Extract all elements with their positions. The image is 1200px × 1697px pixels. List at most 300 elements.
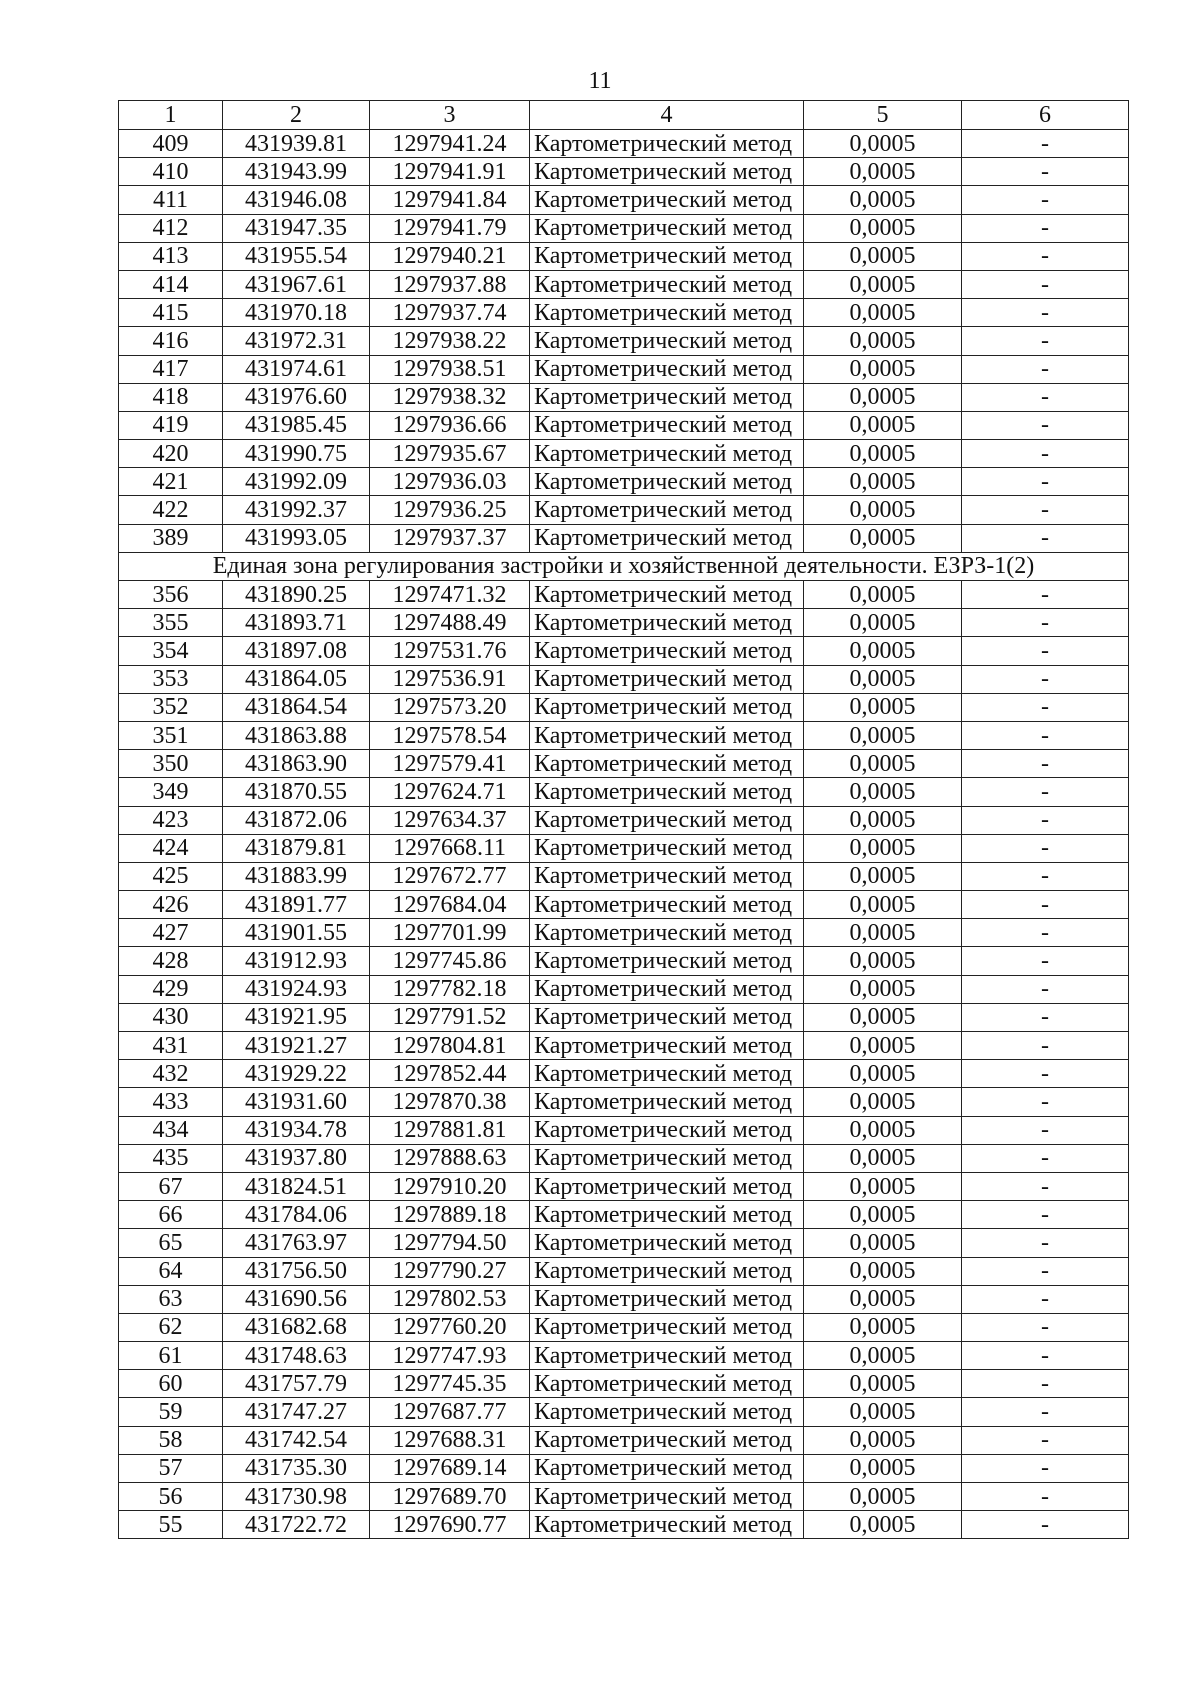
- coordinates-table: [118, 100, 1129, 1539]
- note-cell: -: [962, 609, 1129, 637]
- y-coordinate-cell: 1297794.50: [370, 1229, 530, 1257]
- method-cell: Картометрический метод: [530, 947, 804, 975]
- point-number-cell: 425: [119, 862, 223, 890]
- note-cell: -: [962, 721, 1129, 749]
- method-cell: Картометрический метод: [530, 1201, 804, 1229]
- method-cell: Картометрический метод: [530, 1060, 804, 1088]
- column-header: 1: [119, 101, 223, 130]
- note-cell: -: [962, 496, 1129, 524]
- accuracy-cell: 0,0005: [804, 1172, 962, 1200]
- accuracy-cell: 0,0005: [804, 637, 962, 665]
- point-number-cell: 354: [119, 637, 223, 665]
- table-row: [119, 242, 1129, 270]
- note-cell: -: [962, 665, 1129, 693]
- table-row: [119, 524, 1129, 552]
- y-coordinate-cell: 1297688.31: [370, 1426, 530, 1454]
- accuracy-cell: 0,0005: [804, 1285, 962, 1313]
- method-cell: Картометрический метод: [530, 721, 804, 749]
- table-row: [119, 1257, 1129, 1285]
- note-cell: -: [962, 158, 1129, 186]
- accuracy-cell: 0,0005: [804, 1229, 962, 1257]
- table-row: [119, 919, 1129, 947]
- accuracy-cell: 0,0005: [804, 214, 962, 242]
- note-cell: -: [962, 1342, 1129, 1370]
- method-cell: Картометрический метод: [530, 468, 804, 496]
- point-number-cell: 418: [119, 383, 223, 411]
- point-number-cell: 431: [119, 1032, 223, 1060]
- note-cell: -: [962, 1229, 1129, 1257]
- note-cell: -: [962, 1398, 1129, 1426]
- y-coordinate-cell: 1297471.32: [370, 581, 530, 609]
- note-cell: -: [962, 1313, 1129, 1341]
- method-cell: Картометрический метод: [530, 524, 804, 552]
- x-coordinate-cell: 431756.50: [223, 1257, 370, 1285]
- table-row: [119, 327, 1129, 355]
- y-coordinate-cell: 1297689.70: [370, 1483, 530, 1511]
- accuracy-cell: 0,0005: [804, 1144, 962, 1172]
- y-coordinate-cell: 1297938.51: [370, 355, 530, 383]
- point-number-cell: 67: [119, 1172, 223, 1200]
- x-coordinate-cell: 431722.72: [223, 1511, 370, 1539]
- point-number-cell: 63: [119, 1285, 223, 1313]
- note-cell: -: [962, 1426, 1129, 1454]
- y-coordinate-cell: 1297881.81: [370, 1116, 530, 1144]
- method-cell: Картометрический метод: [530, 1454, 804, 1482]
- table-row: [119, 806, 1129, 834]
- section-title-row: [119, 552, 1129, 580]
- accuracy-cell: 0,0005: [804, 242, 962, 270]
- point-number-cell: 55: [119, 1511, 223, 1539]
- accuracy-cell: 0,0005: [804, 468, 962, 496]
- y-coordinate-cell: 1297804.81: [370, 1032, 530, 1060]
- note-cell: -: [962, 862, 1129, 890]
- table-row: [119, 355, 1129, 383]
- method-cell: Картометрический метод: [530, 496, 804, 524]
- table-row: [119, 1032, 1129, 1060]
- x-coordinate-cell: 431990.75: [223, 440, 370, 468]
- x-coordinate-cell: 431937.80: [223, 1144, 370, 1172]
- point-number-cell: 389: [119, 524, 223, 552]
- note-cell: -: [962, 411, 1129, 439]
- point-number-cell: 409: [119, 130, 223, 158]
- y-coordinate-cell: 1297672.77: [370, 862, 530, 890]
- method-cell: Картометрический метод: [530, 1370, 804, 1398]
- method-cell: Картометрический метод: [530, 1257, 804, 1285]
- method-cell: Картометрический метод: [530, 1342, 804, 1370]
- note-cell: -: [962, 1060, 1129, 1088]
- x-coordinate-cell: 431682.68: [223, 1313, 370, 1341]
- note-cell: -: [962, 299, 1129, 327]
- x-coordinate-cell: 431939.81: [223, 130, 370, 158]
- y-coordinate-cell: 1297938.32: [370, 383, 530, 411]
- method-cell: Картометрический метод: [530, 158, 804, 186]
- y-coordinate-cell: 1297668.11: [370, 834, 530, 862]
- note-cell: -: [962, 524, 1129, 552]
- note-cell: -: [962, 1144, 1129, 1172]
- method-cell: Картометрический метод: [530, 440, 804, 468]
- note-cell: -: [962, 947, 1129, 975]
- table-row: [119, 1370, 1129, 1398]
- table-row: [119, 1398, 1129, 1426]
- x-coordinate-cell: 431976.60: [223, 383, 370, 411]
- note-cell: -: [962, 581, 1129, 609]
- table-row: [119, 496, 1129, 524]
- x-coordinate-cell: 431863.88: [223, 721, 370, 749]
- x-coordinate-cell: 431992.37: [223, 496, 370, 524]
- table-row: [119, 214, 1129, 242]
- table-row: [119, 1342, 1129, 1370]
- note-cell: -: [962, 383, 1129, 411]
- point-number-cell: 414: [119, 270, 223, 298]
- table-row: [119, 186, 1129, 214]
- method-cell: Картометрический метод: [530, 1172, 804, 1200]
- x-coordinate-cell: 431864.54: [223, 693, 370, 721]
- y-coordinate-cell: 1297852.44: [370, 1060, 530, 1088]
- table-row: [119, 130, 1129, 158]
- y-coordinate-cell: 1297938.22: [370, 327, 530, 355]
- x-coordinate-cell: 431747.27: [223, 1398, 370, 1426]
- method-cell: Картометрический метод: [530, 1511, 804, 1539]
- note-cell: -: [962, 1003, 1129, 1031]
- method-cell: Картометрический метод: [530, 609, 804, 637]
- method-cell: Картометрический метод: [530, 383, 804, 411]
- x-coordinate-cell: 431934.78: [223, 1116, 370, 1144]
- table-row: [119, 1088, 1129, 1116]
- column-header: 5: [804, 101, 962, 130]
- note-cell: -: [962, 130, 1129, 158]
- x-coordinate-cell: 431943.99: [223, 158, 370, 186]
- accuracy-cell: 0,0005: [804, 1483, 962, 1511]
- point-number-cell: 422: [119, 496, 223, 524]
- point-number-cell: 59: [119, 1398, 223, 1426]
- method-cell: Картометрический метод: [530, 130, 804, 158]
- point-number-cell: 57: [119, 1454, 223, 1482]
- table-row: [119, 1426, 1129, 1454]
- note-cell: -: [962, 750, 1129, 778]
- method-cell: Картометрический метод: [530, 327, 804, 355]
- table-row: [119, 299, 1129, 327]
- y-coordinate-cell: 1297745.35: [370, 1370, 530, 1398]
- point-number-cell: 428: [119, 947, 223, 975]
- note-cell: -: [962, 327, 1129, 355]
- table-row: [119, 609, 1129, 637]
- note-cell: -: [962, 693, 1129, 721]
- x-coordinate-cell: 431870.55: [223, 778, 370, 806]
- y-coordinate-cell: 1297937.88: [370, 270, 530, 298]
- x-coordinate-cell: 431992.09: [223, 468, 370, 496]
- method-cell: Картометрический метод: [530, 581, 804, 609]
- table-row: [119, 1483, 1129, 1511]
- method-cell: Картометрический метод: [530, 411, 804, 439]
- accuracy-cell: 0,0005: [804, 1116, 962, 1144]
- note-cell: -: [962, 1454, 1129, 1482]
- method-cell: Картометрический метод: [530, 891, 804, 919]
- point-number-cell: 429: [119, 975, 223, 1003]
- accuracy-cell: 0,0005: [804, 1426, 962, 1454]
- note-cell: -: [962, 468, 1129, 496]
- accuracy-cell: 0,0005: [804, 862, 962, 890]
- note-cell: -: [962, 214, 1129, 242]
- y-coordinate-cell: 1297941.79: [370, 214, 530, 242]
- point-number-cell: 353: [119, 665, 223, 693]
- method-cell: Картометрический метод: [530, 1003, 804, 1031]
- method-cell: Картометрический метод: [530, 242, 804, 270]
- accuracy-cell: 0,0005: [804, 130, 962, 158]
- accuracy-cell: 0,0005: [804, 327, 962, 355]
- method-cell: Картометрический метод: [530, 214, 804, 242]
- point-number-cell: 352: [119, 693, 223, 721]
- accuracy-cell: 0,0005: [804, 383, 962, 411]
- x-coordinate-cell: 431763.97: [223, 1229, 370, 1257]
- y-coordinate-cell: 1297941.84: [370, 186, 530, 214]
- point-number-cell: 426: [119, 891, 223, 919]
- note-cell: -: [962, 355, 1129, 383]
- x-coordinate-cell: 431947.35: [223, 214, 370, 242]
- note-cell: -: [962, 834, 1129, 862]
- method-cell: Картометрический метод: [530, 1116, 804, 1144]
- x-coordinate-cell: 431879.81: [223, 834, 370, 862]
- point-number-cell: 419: [119, 411, 223, 439]
- x-coordinate-cell: 431690.56: [223, 1285, 370, 1313]
- y-coordinate-cell: 1297936.66: [370, 411, 530, 439]
- y-coordinate-cell: 1297531.76: [370, 637, 530, 665]
- note-cell: -: [962, 1088, 1129, 1116]
- point-number-cell: 65: [119, 1229, 223, 1257]
- x-coordinate-cell: 431735.30: [223, 1454, 370, 1482]
- x-coordinate-cell: 431946.08: [223, 186, 370, 214]
- accuracy-cell: 0,0005: [804, 1370, 962, 1398]
- method-cell: Картометрический метод: [530, 806, 804, 834]
- method-cell: Картометрический метод: [530, 1426, 804, 1454]
- point-number-cell: 423: [119, 806, 223, 834]
- point-number-cell: 66: [119, 1201, 223, 1229]
- accuracy-cell: 0,0005: [804, 1060, 962, 1088]
- x-coordinate-cell: 431757.79: [223, 1370, 370, 1398]
- x-coordinate-cell: 431784.06: [223, 1201, 370, 1229]
- method-cell: Картометрический метод: [530, 1483, 804, 1511]
- point-number-cell: 434: [119, 1116, 223, 1144]
- x-coordinate-cell: 431924.93: [223, 975, 370, 1003]
- method-cell: Картометрический метод: [530, 1144, 804, 1172]
- method-cell: Картометрический метод: [530, 1088, 804, 1116]
- y-coordinate-cell: 1297689.14: [370, 1454, 530, 1482]
- table-row: [119, 1116, 1129, 1144]
- column-header: 3: [370, 101, 530, 130]
- point-number-cell: 415: [119, 299, 223, 327]
- header-row: [119, 101, 1129, 130]
- accuracy-cell: 0,0005: [804, 440, 962, 468]
- y-coordinate-cell: 1297936.03: [370, 468, 530, 496]
- y-coordinate-cell: 1297937.74: [370, 299, 530, 327]
- point-number-cell: 421: [119, 468, 223, 496]
- accuracy-cell: 0,0005: [804, 411, 962, 439]
- table-row: [119, 721, 1129, 749]
- note-cell: -: [962, 1483, 1129, 1511]
- x-coordinate-cell: 431921.27: [223, 1032, 370, 1060]
- table-row: [119, 1172, 1129, 1200]
- table-row: [119, 1003, 1129, 1031]
- y-coordinate-cell: 1297910.20: [370, 1172, 530, 1200]
- x-coordinate-cell: 431912.93: [223, 947, 370, 975]
- accuracy-cell: 0,0005: [804, 299, 962, 327]
- accuracy-cell: 0,0005: [804, 1313, 962, 1341]
- point-number-cell: 62: [119, 1313, 223, 1341]
- method-cell: Картометрический метод: [530, 1398, 804, 1426]
- column-header: 2: [223, 101, 370, 130]
- point-number-cell: 349: [119, 778, 223, 806]
- y-coordinate-cell: 1297578.54: [370, 721, 530, 749]
- y-coordinate-cell: 1297488.49: [370, 609, 530, 637]
- x-coordinate-cell: 431929.22: [223, 1060, 370, 1088]
- accuracy-cell: 0,0005: [804, 806, 962, 834]
- accuracy-cell: 0,0005: [804, 355, 962, 383]
- note-cell: -: [962, 891, 1129, 919]
- y-coordinate-cell: 1297889.18: [370, 1201, 530, 1229]
- column-header: 4: [530, 101, 804, 130]
- x-coordinate-cell: 431863.90: [223, 750, 370, 778]
- table-row: [119, 947, 1129, 975]
- table-row: [119, 891, 1129, 919]
- note-cell: -: [962, 637, 1129, 665]
- table-row: [119, 834, 1129, 862]
- table-row: [119, 665, 1129, 693]
- y-coordinate-cell: 1297536.91: [370, 665, 530, 693]
- accuracy-cell: 0,0005: [804, 975, 962, 1003]
- point-number-cell: 56: [119, 1483, 223, 1511]
- note-cell: -: [962, 1201, 1129, 1229]
- y-coordinate-cell: 1297791.52: [370, 1003, 530, 1031]
- point-number-cell: 433: [119, 1088, 223, 1116]
- note-cell: -: [962, 440, 1129, 468]
- point-number-cell: 413: [119, 242, 223, 270]
- y-coordinate-cell: 1297802.53: [370, 1285, 530, 1313]
- accuracy-cell: 0,0005: [804, 891, 962, 919]
- y-coordinate-cell: 1297782.18: [370, 975, 530, 1003]
- table-row: [119, 862, 1129, 890]
- method-cell: Картометрический метод: [530, 355, 804, 383]
- x-coordinate-cell: 431824.51: [223, 1172, 370, 1200]
- note-cell: -: [962, 1285, 1129, 1313]
- x-coordinate-cell: 431730.98: [223, 1483, 370, 1511]
- accuracy-cell: 0,0005: [804, 1511, 962, 1539]
- note-cell: -: [962, 1032, 1129, 1060]
- y-coordinate-cell: 1297940.21: [370, 242, 530, 270]
- point-number-cell: 411: [119, 186, 223, 214]
- point-number-cell: 435: [119, 1144, 223, 1172]
- note-cell: -: [962, 975, 1129, 1003]
- x-coordinate-cell: 431897.08: [223, 637, 370, 665]
- x-coordinate-cell: 431985.45: [223, 411, 370, 439]
- y-coordinate-cell: 1297624.71: [370, 778, 530, 806]
- note-cell: -: [962, 270, 1129, 298]
- table-row: [119, 1454, 1129, 1482]
- x-coordinate-cell: 431748.63: [223, 1342, 370, 1370]
- note-cell: -: [962, 186, 1129, 214]
- y-coordinate-cell: 1297745.86: [370, 947, 530, 975]
- method-cell: Картометрический метод: [530, 186, 804, 214]
- table-row: [119, 1285, 1129, 1313]
- point-number-cell: 424: [119, 834, 223, 862]
- x-coordinate-cell: 431993.05: [223, 524, 370, 552]
- table-row: [119, 158, 1129, 186]
- table-row: [119, 270, 1129, 298]
- y-coordinate-cell: 1297573.20: [370, 693, 530, 721]
- accuracy-cell: 0,0005: [804, 665, 962, 693]
- note-cell: -: [962, 806, 1129, 834]
- method-cell: Картометрический метод: [530, 862, 804, 890]
- x-coordinate-cell: 431883.99: [223, 862, 370, 890]
- accuracy-cell: 0,0005: [804, 947, 962, 975]
- table-row: [119, 440, 1129, 468]
- x-coordinate-cell: 431931.60: [223, 1088, 370, 1116]
- accuracy-cell: 0,0005: [804, 919, 962, 947]
- point-number-cell: 430: [119, 1003, 223, 1031]
- x-coordinate-cell: 431901.55: [223, 919, 370, 947]
- accuracy-cell: 0,0005: [804, 1201, 962, 1229]
- accuracy-cell: 0,0005: [804, 270, 962, 298]
- note-cell: -: [962, 778, 1129, 806]
- y-coordinate-cell: 1297634.37: [370, 806, 530, 834]
- table-row: [119, 1313, 1129, 1341]
- table-row: [119, 1060, 1129, 1088]
- accuracy-cell: 0,0005: [804, 721, 962, 749]
- y-coordinate-cell: 1297701.99: [370, 919, 530, 947]
- accuracy-cell: 0,0005: [804, 834, 962, 862]
- method-cell: Картометрический метод: [530, 1285, 804, 1313]
- table-row: [119, 411, 1129, 439]
- method-cell: Картометрический метод: [530, 1313, 804, 1341]
- point-number-cell: 60: [119, 1370, 223, 1398]
- method-cell: Картометрический метод: [530, 778, 804, 806]
- point-number-cell: 58: [119, 1426, 223, 1454]
- table-row: [119, 778, 1129, 806]
- accuracy-cell: 0,0005: [804, 581, 962, 609]
- point-number-cell: 412: [119, 214, 223, 242]
- accuracy-cell: 0,0005: [804, 1398, 962, 1426]
- method-cell: Картометрический метод: [530, 750, 804, 778]
- method-cell: Картометрический метод: [530, 270, 804, 298]
- y-coordinate-cell: 1297941.91: [370, 158, 530, 186]
- table-row: [119, 1229, 1129, 1257]
- note-cell: -: [962, 1370, 1129, 1398]
- y-coordinate-cell: 1297790.27: [370, 1257, 530, 1285]
- method-cell: Картометрический метод: [530, 1229, 804, 1257]
- x-coordinate-cell: 431955.54: [223, 242, 370, 270]
- method-cell: Картометрический метод: [530, 637, 804, 665]
- point-number-cell: 417: [119, 355, 223, 383]
- note-cell: -: [962, 1172, 1129, 1200]
- method-cell: Картометрический метод: [530, 1032, 804, 1060]
- y-coordinate-cell: 1297747.93: [370, 1342, 530, 1370]
- note-cell: -: [962, 1257, 1129, 1285]
- table-row: [119, 975, 1129, 1003]
- method-cell: Картометрический метод: [530, 975, 804, 1003]
- note-cell: -: [962, 242, 1129, 270]
- y-coordinate-cell: 1297684.04: [370, 891, 530, 919]
- y-coordinate-cell: 1297760.20: [370, 1313, 530, 1341]
- point-number-cell: 420: [119, 440, 223, 468]
- point-number-cell: 427: [119, 919, 223, 947]
- accuracy-cell: 0,0005: [804, 750, 962, 778]
- page-number: 11: [588, 68, 612, 94]
- accuracy-cell: 0,0005: [804, 1088, 962, 1116]
- table-row: [119, 1144, 1129, 1172]
- x-coordinate-cell: 431742.54: [223, 1426, 370, 1454]
- y-coordinate-cell: 1297941.24: [370, 130, 530, 158]
- table-row: [119, 383, 1129, 411]
- accuracy-cell: 0,0005: [804, 496, 962, 524]
- y-coordinate-cell: 1297687.77: [370, 1398, 530, 1426]
